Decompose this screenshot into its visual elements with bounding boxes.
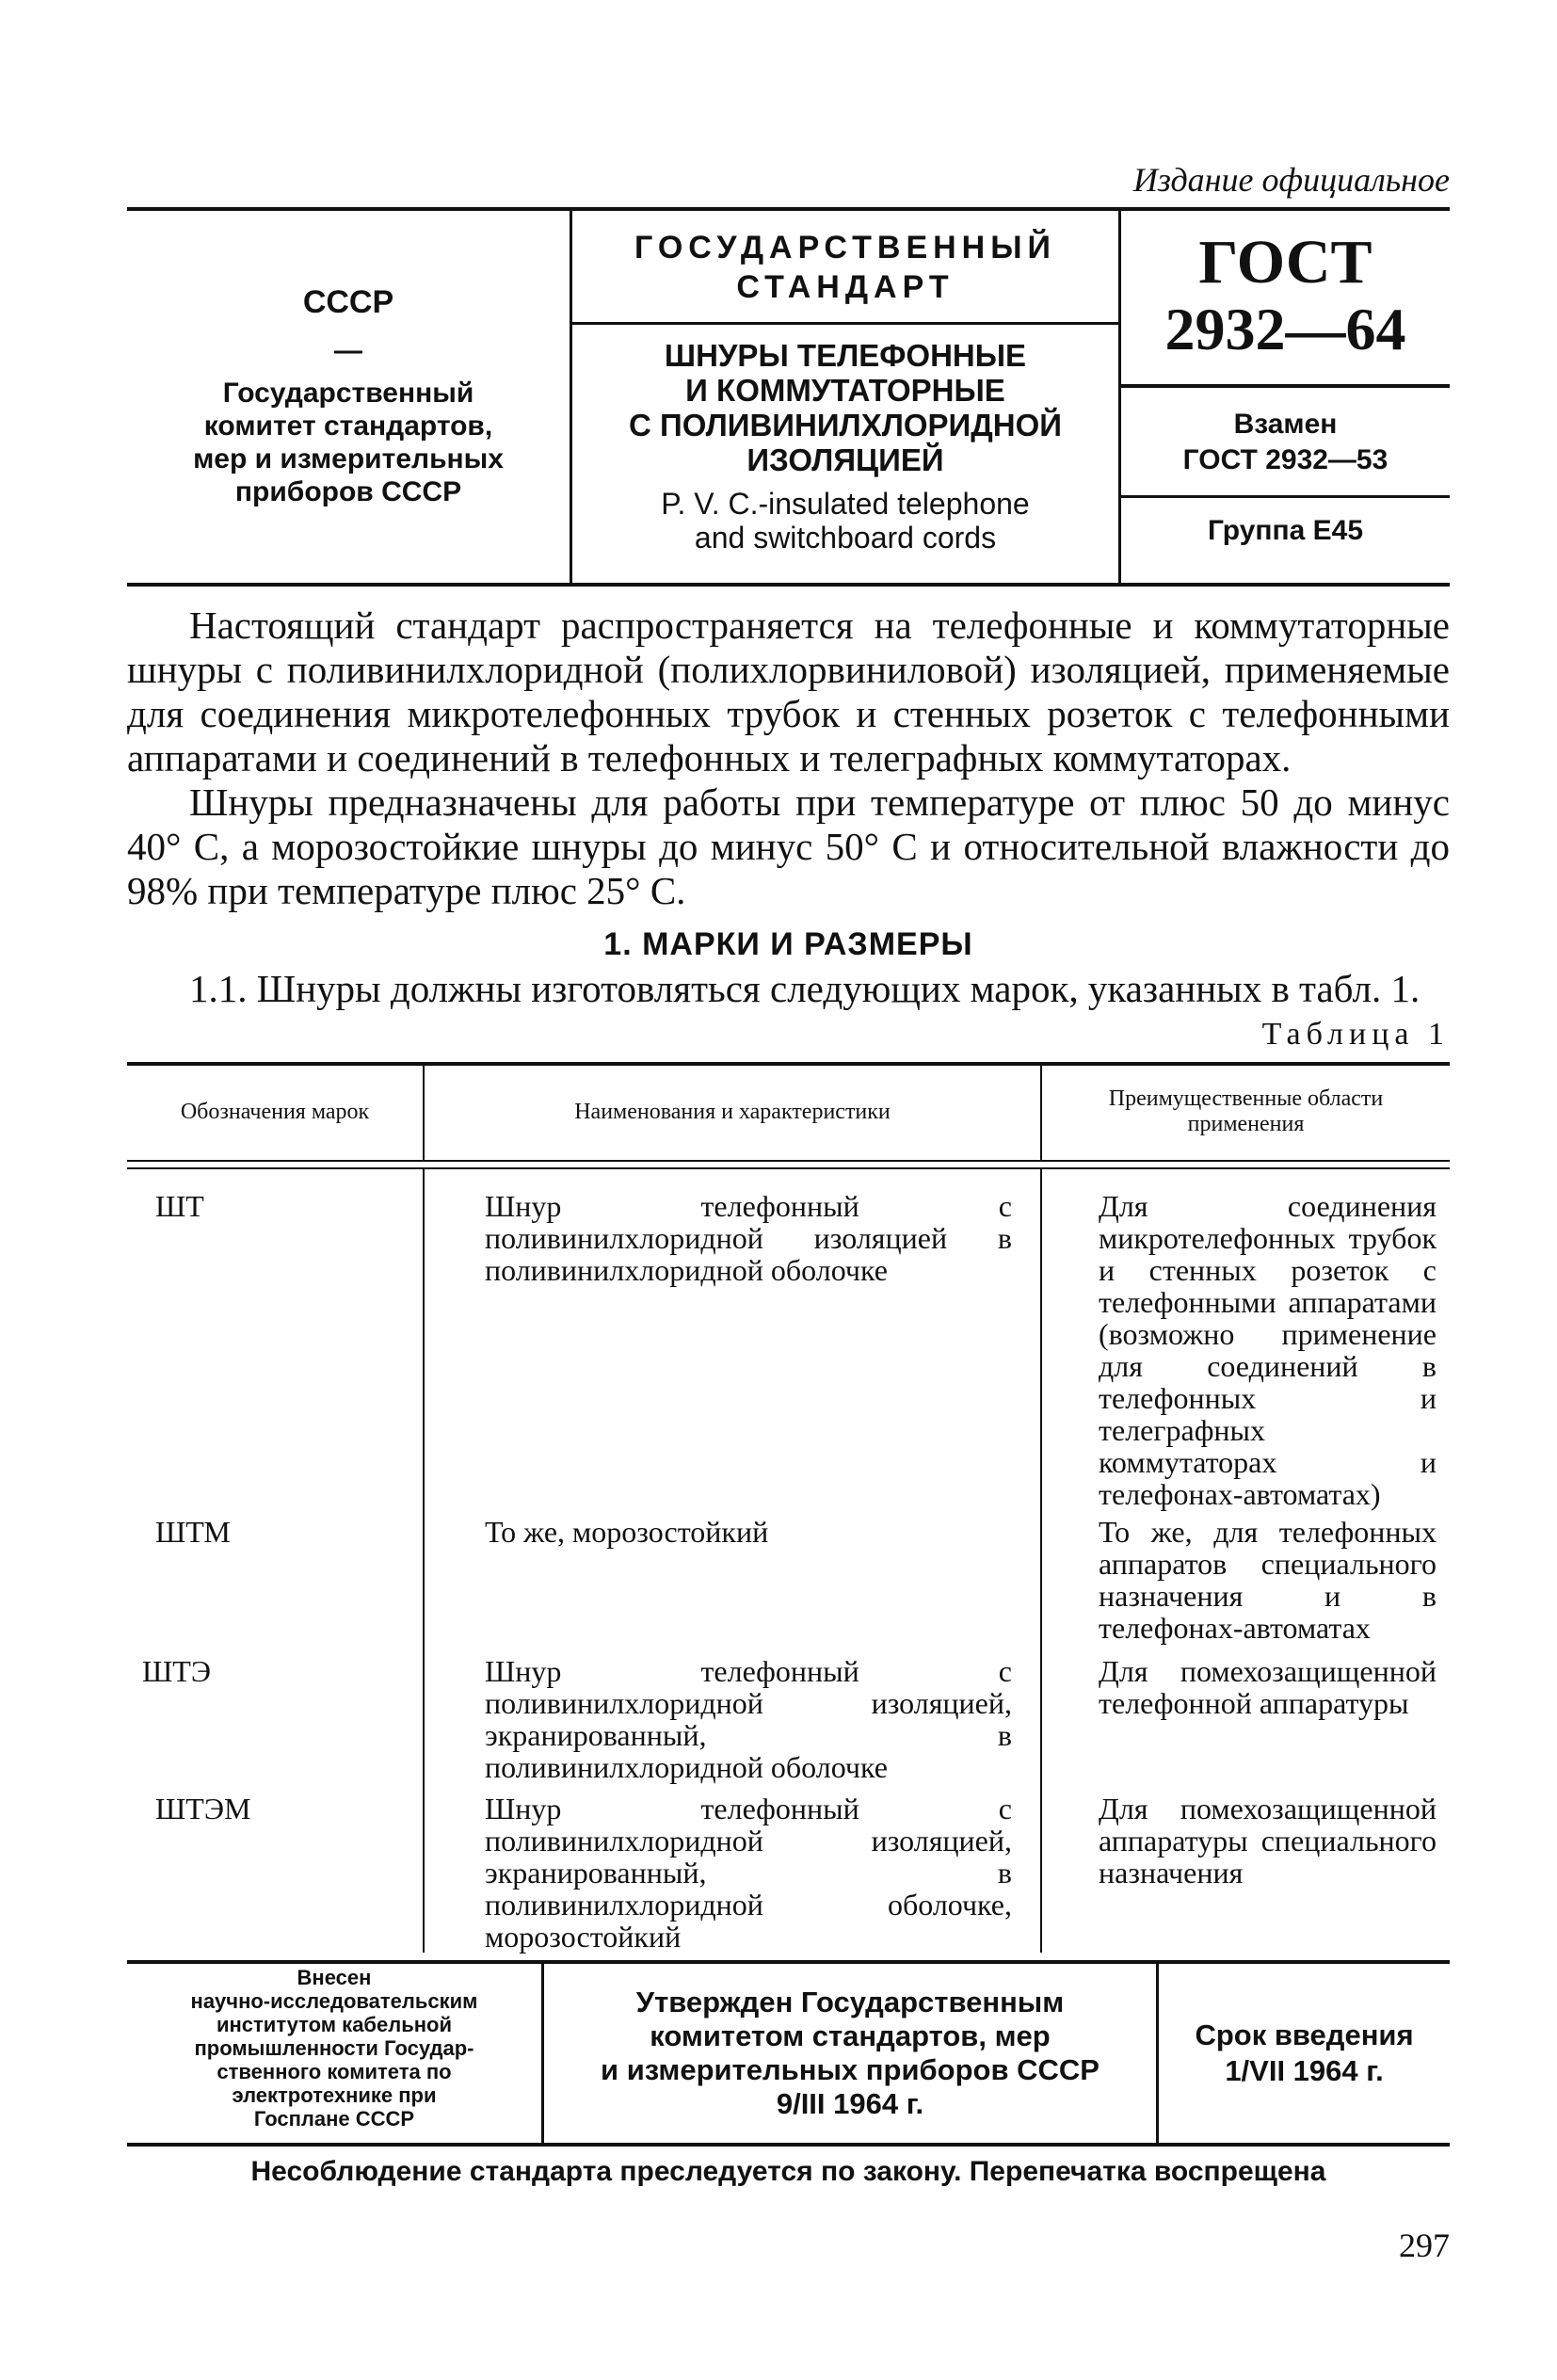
introduced-line: научно-исследовательским — [190, 1989, 478, 2013]
header-block — [127, 211, 1450, 583]
replaces-label: Взамен — [1233, 409, 1338, 440]
introduced-by — [127, 1964, 541, 2143]
table-header-row — [127, 1066, 1450, 1160]
table-label: Таблица 1 — [1261, 1017, 1450, 1052]
introduced-line: институтом кабельной — [216, 2013, 452, 2036]
intro-paragraph: Настоящий стандарт распространяется на телефонные и коммутаторные шнуры с поливинилхлоридной (полихлорвиниловой) изоляцией, применяемые для соединения микротелефонных трубок и стенных розеток с телефонными аппаратами и соединений в телефонных и телеграфных коммутаторах. — [127, 603, 1450, 780]
mark-description: Шнур телефонный с поливинилхлоридной изоляцией, экранированный, в поливинилхлоридной оболочке, морозостойкий — [424, 1783, 1041, 1953]
gost-cell — [1121, 211, 1450, 583]
table-header-separator — [127, 1160, 1450, 1169]
mark-application: Для помехозащищенной аппаратуры специального назначения — [1041, 1783, 1450, 1953]
mark-code: ШТЭ — [142, 1654, 211, 1688]
introduced-line: Госплане СССР — [253, 2107, 415, 2131]
section-paragraph: 1.1. Шнуры должны изготовляться следующих марок, указанных в табл. 1. — [189, 967, 1421, 1010]
table-row — [127, 1510, 1450, 1644]
gost-designation — [1121, 211, 1450, 388]
introduced-line: промышленности Государ- — [194, 2036, 474, 2060]
footer-block — [127, 1964, 1450, 2143]
mark-code: ШТЭМ — [155, 1792, 251, 1825]
intro-paragraph: Шнуры предназначены для работы при температуре от плюс 50 до минус 40° С, а морозостойкие шнуры до минус 50° С и относительной влажности до 98% при температуре плюс 25° С. — [127, 780, 1450, 912]
document-page — [127, 160, 1450, 2265]
header-names: Наименования и характеристики — [424, 1066, 1041, 1160]
org-line: мер и измерительных — [193, 442, 504, 474]
approved-line: и измерительных приборов СССР — [601, 2053, 1100, 2086]
approved-line: 9/III 1964 г. — [776, 2087, 924, 2120]
gost-label: ГОСТ — [1198, 228, 1372, 297]
table-row — [127, 1190, 1450, 1510]
standard-cell — [572, 211, 1118, 583]
org-country: СССР — [302, 283, 394, 320]
mark-code: ШТМ — [155, 1515, 231, 1549]
section-title: 1. МАРКИ И РАЗМЕРЫ — [603, 926, 973, 962]
mark-code: ШТ — [155, 1189, 204, 1223]
replaces-block — [1121, 388, 1450, 498]
gost-number: 2932—64 — [1164, 296, 1406, 362]
standard-title — [572, 325, 1118, 483]
introduced-line: электротехнике при — [232, 2083, 437, 2107]
standard-kind — [572, 211, 1118, 325]
replaces-value: ГОСТ 2932—53 — [1182, 444, 1388, 475]
mark-description: Шнур телефонный с поливинилхлоридной изоляцией в поливинилхлоридной оболочке — [424, 1190, 1041, 1510]
double-rule — [127, 1160, 1450, 1169]
org-dash: — — [334, 334, 362, 366]
standard-english-title — [572, 483, 1118, 566]
effective-date — [1159, 1964, 1450, 2143]
header-areas: Преимущественные области применения — [1041, 1066, 1450, 1160]
section-text — [127, 967, 1450, 1011]
header-marks: Обозначения марок — [180, 1099, 370, 1124]
english-title-line: and switchboard cords — [694, 521, 997, 555]
approved-by — [544, 1964, 1156, 2143]
english-title-line: P. V. C.-insulated telephone — [661, 487, 1030, 521]
introduced-line: ственного комитета по — [217, 2060, 452, 2083]
standard-title-line: С ПОЛИВИНИЛХЛОРИДНОЙ — [629, 408, 1062, 442]
edition-note: Издание официальное — [1132, 161, 1450, 199]
approved-line: Утвержден Государственным — [635, 1986, 1065, 2018]
org-line: комитет стандартов, — [203, 410, 493, 442]
mark-description: То же, морозостойкий — [424, 1510, 1041, 1644]
intro-text — [127, 603, 1450, 913]
effective-line: Срок введения — [1195, 2018, 1414, 2051]
mark-application: Для соединения микротелефонных трубок и стенных розеток с телефонными аппаратами (возможно применение для соединений в телефонных и телеграфных коммутаторах и телефонах-автоматах) — [1041, 1190, 1450, 1510]
mark-application: То же, для телефонных аппаратов специального назначения и в телефонах-автоматах — [1041, 1510, 1450, 1644]
org-cell — [127, 211, 570, 583]
mark-application: Для помехозащищенной телефонной аппаратуры — [1041, 1644, 1450, 1783]
table-row — [127, 1783, 1450, 1953]
header-bottom-rule — [127, 583, 1450, 587]
group-code: Группа Е45 — [1207, 515, 1364, 546]
standard-kind-line: СТАНДАРТ — [736, 269, 955, 305]
standard-kind-line: ГОСУДАРСТВЕННЫЙ — [634, 230, 1056, 265]
standard-title-line: ИЗОЛЯЦИЕЙ — [746, 442, 944, 477]
introduced-line: Внесен — [297, 1966, 372, 1989]
org-line: Государственный — [222, 377, 474, 409]
effective-line: 1/VII 1964 г. — [1225, 2054, 1384, 2087]
copyright-warning: Несоблюдение стандарта преследуется по закону. Перепечатка воспрещена — [250, 2156, 1326, 2187]
marks-table — [127, 1066, 1450, 1953]
org-line: приборов СССР — [234, 475, 462, 507]
approved-line: комитетом стандартов, мер — [650, 2019, 1051, 2052]
page-number: 297 — [1399, 2227, 1450, 2264]
standard-title-line: И КОММУТАТОРНЫЕ — [685, 373, 1005, 408]
mark-description: Шнур телефонный с поливинилхлоридной изоляцией, экранированный, в поливинилхлоридной оболочке — [424, 1644, 1041, 1783]
standard-title-line: ШНУРЫ ТЕЛЕФОННЫЕ — [664, 338, 1027, 373]
table-row — [127, 1644, 1450, 1783]
